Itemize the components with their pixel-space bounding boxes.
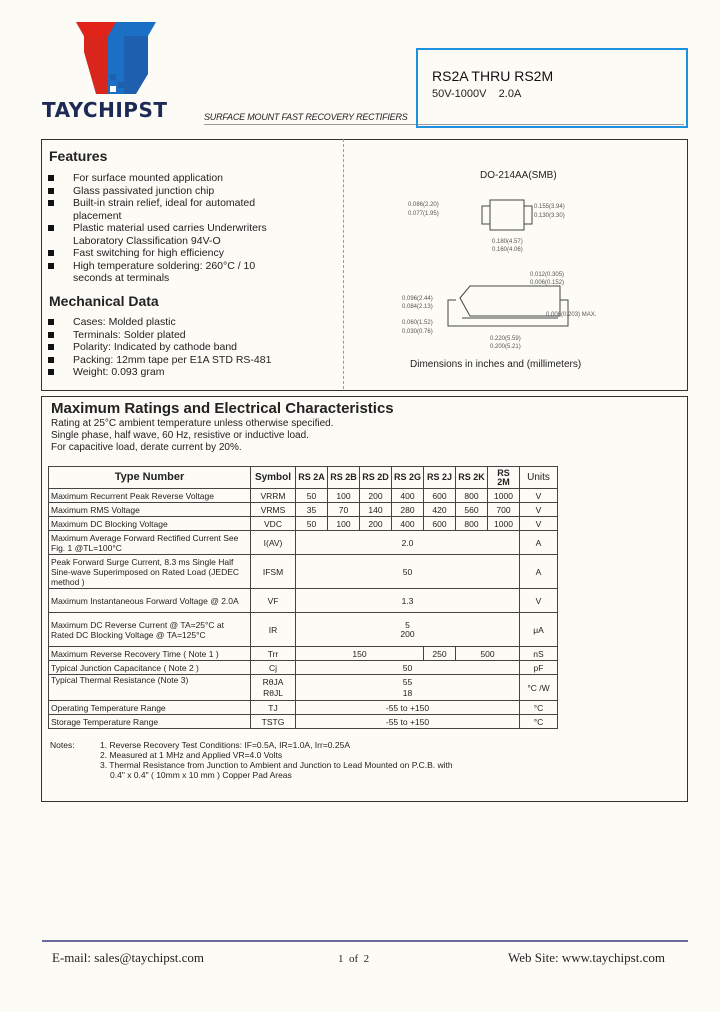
dim-label: 0.160(4.06) — [492, 247, 523, 253]
unit-cell: nS — [520, 647, 558, 661]
dim-label: 0.220(5.59) — [490, 336, 521, 342]
list-item: Weight: 0.093 gram — [48, 366, 308, 379]
package-label: DO-214AA(SMB) — [480, 170, 557, 181]
value-cell: 150 — [296, 647, 424, 661]
dim-label: 0.084(2.13) — [402, 304, 433, 310]
features-list — [48, 172, 288, 285]
condition-line: Single phase, half wave, 60 Hz, resistive or inductive load. — [51, 430, 309, 441]
value-cell: 500 — [456, 647, 520, 661]
value-cell: 250 — [424, 647, 456, 661]
characteristics-table — [48, 466, 558, 729]
footer-email[interactable]: E-mail: sales@taychipst.com — [52, 950, 205, 965]
param-cell: Maximum Instantaneous Forward Voltage @ 2.0A — [49, 589, 251, 613]
value-cell: 100 — [328, 489, 360, 503]
header-units: Units — [520, 467, 558, 489]
list-item: High temperature soldering: 260°C / 10 seconds at terminals — [48, 260, 288, 285]
dim-label: 0.030(0.76) — [402, 329, 433, 335]
notes-block — [50, 740, 453, 780]
param-cell: Maximum Average Forward Rectified Current See Fig. 1 @TL=100°C — [49, 531, 251, 555]
dim-label: 0.155(3.94) — [534, 204, 565, 210]
condition-line: Rating at 25°C ambient temperature unless otherwise specified. — [51, 418, 334, 429]
symbol-cell: VF — [251, 589, 296, 613]
symbol-cell: VRRM — [251, 489, 296, 503]
unit-cell: V — [520, 517, 558, 531]
table-row — [49, 503, 558, 517]
symbol-cell: VDC — [251, 517, 296, 531]
param-cell: Operating Temperature Range — [49, 701, 251, 715]
table-row — [49, 589, 558, 613]
list-item: For surface mounted application — [48, 172, 288, 185]
param-cell: Peak Forward Surge Current, 8.3 ms Single Half Sine-wave Superimposed on Rated Load (JEDEC method ) — [49, 555, 251, 589]
company-logo — [76, 22, 156, 94]
value-cell: 800 — [456, 489, 488, 503]
param-cell: Maximum Reverse Recovery Time ( Note 1 ) — [49, 647, 251, 661]
list-item: Glass passivated junction chip — [48, 185, 288, 198]
header-part: RS 2B — [328, 467, 360, 489]
symbol-cell: RθJA RθJL — [251, 675, 296, 701]
mechanical-heading: Mechanical Data — [49, 293, 159, 309]
mechanical-list — [48, 316, 308, 379]
header-part: RS 2M — [488, 467, 520, 489]
unit-cell: A — [520, 555, 558, 589]
param-cell: Maximum RMS Voltage — [49, 503, 251, 517]
top-view-lead-right — [524, 206, 532, 224]
top-view-lead-left — [482, 206, 490, 224]
unit-cell: pF — [520, 661, 558, 675]
unit-cell: V — [520, 589, 558, 613]
value-cell: 140 — [360, 503, 392, 517]
value-cell: 600 — [424, 489, 456, 503]
symbol-cell: Trr — [251, 647, 296, 661]
list-item: Fast switching for high efficiency — [48, 247, 288, 260]
value-cell: 2.0 — [296, 531, 520, 555]
table-row — [49, 661, 558, 675]
table-row — [49, 715, 558, 729]
taychipst-logo-icon — [76, 22, 156, 94]
header-part: RS 2G — [392, 467, 424, 489]
table-row — [49, 517, 558, 531]
dim-label: 0.200(5.21) — [490, 344, 521, 350]
unit-cell: °C — [520, 701, 558, 715]
features-heading: Features — [49, 148, 108, 164]
symbol-cell: Cj — [251, 661, 296, 675]
unit-cell: V — [520, 503, 558, 517]
ratings-conditions — [51, 418, 333, 454]
symbol-cell: TSTG — [251, 715, 296, 729]
value-cell: 50 — [296, 489, 328, 503]
footer-website[interactable]: Web Site: www.taychipst.com — [508, 950, 665, 965]
header-part: RS 2A — [296, 467, 328, 489]
list-item: Terminals: Solder plated — [48, 329, 308, 342]
list-item: Packing: 12mm tape per E1A STD RS-481 — [48, 354, 308, 367]
part-rating: 50V-1000V 2.0A — [432, 88, 522, 100]
value-cell: 50 — [296, 517, 328, 531]
param-cell: Maximum DC Blocking Voltage — [49, 517, 251, 531]
header-part: RS 2D — [360, 467, 392, 489]
part-title: RS2A THRU RS2M — [432, 68, 554, 84]
table-row — [49, 531, 558, 555]
value-cell: 5 200 — [296, 613, 520, 647]
condition-line: For capacitive load, derate current by 20%. — [51, 442, 242, 453]
value-cell: 1.3 — [296, 589, 520, 613]
dimensions-caption: Dimensions in inches and (millimeters) — [410, 359, 582, 370]
dim-label: 0.096(2.44) — [402, 296, 433, 302]
note-item: 2. Measured at 1 MHz and Applied VR=4.0 Volts — [100, 750, 283, 760]
value-cell: 50 — [296, 661, 520, 675]
value-cell: 400 — [392, 517, 424, 531]
value-cell: 420 — [424, 503, 456, 517]
value-cell: 200 — [360, 489, 392, 503]
value-cell: 50 — [296, 555, 520, 589]
dim-label: 0.012(0.305) — [530, 272, 565, 278]
unit-cell: A — [520, 531, 558, 555]
param-cell: Typical Thermal Resistance (Note 3) — [49, 675, 251, 701]
header-symbol: Symbol — [251, 467, 296, 489]
value-cell: 35 — [296, 503, 328, 517]
table-row — [49, 555, 558, 589]
note-item: 1. Reverse Recovery Test Conditions: IF=0.5A, IR=1.0A, Irr=0.25A — [100, 740, 351, 750]
frame-divider — [343, 139, 345, 389]
value-cell: 600 — [424, 517, 456, 531]
dim-label: 0.006(0.152) — [530, 280, 565, 286]
list-item: Plastic material used carries Underwriters Laboratory Classification 94V-O — [48, 222, 288, 247]
ratings-heading: Maximum Ratings and Electrical Characteristics — [51, 400, 394, 417]
value-cell: 1000 — [488, 489, 520, 503]
value-cell: -55 to +150 — [296, 701, 520, 715]
table-header-row — [49, 467, 558, 489]
symbol-cell: I(AV) — [251, 531, 296, 555]
table-row — [49, 647, 558, 661]
page-number: 1 of 2 — [338, 953, 370, 965]
side-view-body — [460, 286, 560, 316]
value-cell: 100 — [328, 517, 360, 531]
symbol-cell: VRMS — [251, 503, 296, 517]
unit-cell: °C — [520, 715, 558, 729]
footer-rule — [42, 940, 688, 942]
top-view-body — [490, 200, 524, 230]
list-item: Polarity: Indicated by cathode band — [48, 341, 308, 354]
header-part: RS 2J — [424, 467, 456, 489]
symbol-cell: IFSM — [251, 555, 296, 589]
symbol-cell: IR — [251, 613, 296, 647]
note-item: 0.4" x 0.4" ( 10mm x 10 mm ) Copper Pad Areas — [110, 770, 292, 780]
param-cell: Typical Junction Capacitance ( Note 2 ) — [49, 661, 251, 675]
notes-label: Notes: — [50, 740, 75, 750]
value-cell: 800 — [456, 517, 488, 531]
header-part: RS 2K — [456, 467, 488, 489]
value-cell: 700 — [488, 503, 520, 517]
param-cell: Maximum DC Reverse Current @ TA=25°C at Rated DC Blocking Voltage @ TA=125°C — [49, 613, 251, 647]
value-cell: 55 18 — [296, 675, 520, 701]
unit-cell: V — [520, 489, 558, 503]
value-cell: 1000 — [488, 517, 520, 531]
dim-label: 0.060(1.52) — [402, 320, 433, 326]
unit-cell: μA — [520, 613, 558, 647]
dim-label: 0.130(3.30) — [534, 213, 565, 219]
header-type: Type Number — [49, 467, 251, 489]
table-row — [49, 701, 558, 715]
unit-cell: °C /W — [520, 675, 558, 701]
symbol-cell: TJ — [251, 701, 296, 715]
note-item: 3. Thermal Resistance from Junction to Ambient and Junction to Lead Mounted on P.C.B. with — [100, 760, 453, 770]
dim-label: 0.086(2.20) — [408, 202, 439, 208]
value-cell: 560 — [456, 503, 488, 517]
package-outline-drawing — [400, 188, 597, 353]
value-cell: 400 — [392, 489, 424, 503]
brand-name: TAYCHIPST — [42, 98, 168, 122]
value-cell: 200 — [360, 517, 392, 531]
value-cell: 280 — [392, 503, 424, 517]
table-row — [49, 489, 558, 503]
list-item: Built-in strain relief, ideal for automated placement — [48, 197, 288, 222]
param-cell: Maximum Recurrent Peak Reverse Voltage — [49, 489, 251, 503]
dim-label: 0.180(4.57) — [492, 239, 523, 245]
part-title-box — [416, 48, 688, 128]
table-row — [49, 613, 558, 647]
param-cell: Storage Temperature Range — [49, 715, 251, 729]
value-cell: 70 — [328, 503, 360, 517]
table-row — [49, 675, 558, 701]
dim-label: 0.077(1.95) — [408, 211, 439, 217]
list-item: Cases: Molded plastic — [48, 316, 308, 329]
dim-label: 0.008(0.203) MAX. — [546, 312, 597, 318]
brand-subtitle: SURFACE MOUNT FAST RECOVERY RECTIFIERS — [204, 112, 408, 122]
value-cell: -55 to +150 — [296, 715, 520, 729]
